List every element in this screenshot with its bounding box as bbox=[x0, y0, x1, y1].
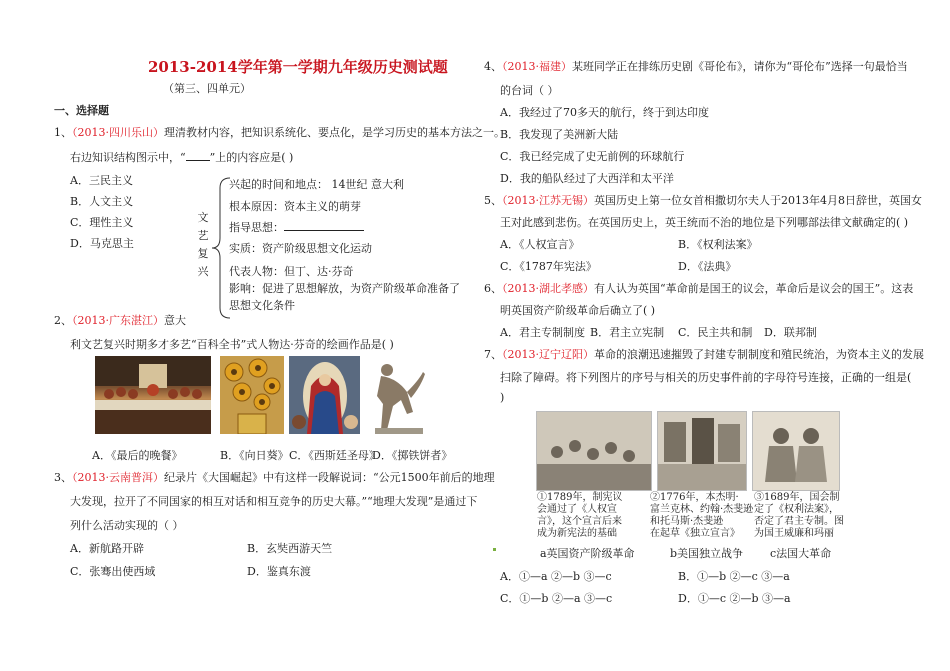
q7-caption-1-line-3: 言》，这个宣言后来 bbox=[537, 516, 622, 527]
diagram-line-2: 根本原因：资本主义的萌芽 bbox=[229, 200, 361, 213]
q7-source: （2013·辽宁辽阳） bbox=[502, 348, 594, 361]
q7-option-d[interactable]: D．①—c ②—b ③—a bbox=[678, 592, 791, 605]
q7-caption-1 bbox=[537, 492, 622, 540]
diagram-line-5: 代表人物：但丁、达·芬奇 bbox=[229, 265, 354, 278]
q4-option-d[interactable]: D．我的船队经过了大西洋和太平洋 bbox=[500, 172, 674, 185]
q7-event-a: a英国资产阶级革命 bbox=[540, 547, 635, 560]
q4-option-c[interactable]: C．我已经完成了史无前例的环球航行 bbox=[500, 150, 685, 163]
last-supper-figures bbox=[95, 356, 211, 434]
q7-text1: 革命的浪潮迅速摧毁了封建专制制度和殖民统治，为资本主义的发展 bbox=[594, 348, 924, 361]
q7-option-b[interactable]: B．①—b ②—c ③—a bbox=[678, 570, 790, 583]
diagram-blank-line bbox=[284, 220, 364, 231]
q1-option-c[interactable]: C．理性主义 bbox=[70, 216, 134, 229]
section-heading: 一、选择题 bbox=[54, 104, 109, 117]
sistine-madonna-image bbox=[289, 356, 360, 434]
q3-option-d[interactable]: D．鉴真东渡 bbox=[247, 565, 311, 578]
q7-caption-3-line-1: ③1689年，国会制 bbox=[754, 492, 840, 503]
q1-blank bbox=[186, 150, 210, 161]
q7-caption-2-line-4: 在起草《独立宣言》 bbox=[650, 528, 740, 539]
q7-caption-1-line-1: ①1789年，制宪议 bbox=[537, 492, 623, 503]
q2-line2: 利文艺复兴时期多才多艺“百科全书”式人物达·芬奇的绘画作品是( ) bbox=[70, 338, 394, 351]
q7-caption-3-line-4: 为国王威廉和玛丽 bbox=[754, 528, 834, 539]
q2-source: （2013·广东湛江） bbox=[72, 314, 164, 327]
q6-source: （2013·湖北孝感） bbox=[502, 282, 594, 295]
q3-line3: 列什么活动实现的（ ） bbox=[70, 519, 184, 532]
q6-text1: 有人认为英国“革命前是国王的议会，革命后是议会的国王”。这表 bbox=[594, 282, 914, 295]
q6-option-c[interactable]: C．民主共和制 bbox=[678, 326, 753, 339]
q5-option-a[interactable]: A．《人权宣言》 bbox=[500, 238, 580, 251]
diagram-char-2: 艺 bbox=[197, 229, 209, 242]
q7-picture-3 bbox=[752, 411, 840, 491]
q4-number: 4、 bbox=[484, 60, 502, 73]
q7-line1 bbox=[484, 346, 924, 362]
q1-option-b[interactable]: B．人文主义 bbox=[70, 195, 134, 208]
q1-text1: 理清教材内容，把知识系统化、要点化，是学习历史的基本方法之一。 bbox=[164, 126, 505, 139]
q1-number: 1、 bbox=[54, 126, 72, 139]
q7-caption-2-line-1: ②1776年，本杰明· bbox=[650, 492, 739, 503]
diagram-char-4: 兴 bbox=[197, 265, 209, 278]
q3-option-b[interactable]: B．玄奘西游天竺 bbox=[247, 542, 333, 555]
q7-picture-2 bbox=[657, 411, 747, 491]
diagram-line-3 bbox=[229, 219, 364, 235]
q7-caption-1-line-4: 成为新宪法的基础 bbox=[537, 528, 617, 539]
q2-option-a[interactable]: A．《最后的晚餐》 bbox=[92, 449, 183, 462]
q7-caption-3-line-3: 否定了君主专制。图 bbox=[754, 516, 844, 527]
diagram-line-6: 影响：促进了思想解放，为资产阶级革命准备了 bbox=[229, 282, 460, 295]
q6-number: 6、 bbox=[484, 282, 502, 295]
discobolus-image bbox=[367, 356, 429, 434]
q4-line1 bbox=[484, 58, 908, 74]
q4-line2: 的台词（ ） bbox=[500, 84, 559, 97]
q6-option-b[interactable]: B．君主立宪制 bbox=[590, 326, 665, 339]
q1-line1 bbox=[54, 124, 505, 140]
q3-line1 bbox=[54, 469, 495, 485]
q2-number: 2、 bbox=[54, 314, 72, 327]
q1-option-d[interactable]: D．马克思主 bbox=[70, 237, 134, 250]
diagram-char-1: 文 bbox=[197, 211, 209, 224]
green-dot-mark bbox=[493, 548, 496, 551]
q7-picture-1-shapes bbox=[537, 412, 651, 490]
q7-caption-2-line-3: 和托马斯·杰斐逊 bbox=[650, 516, 724, 527]
q3-option-c[interactable]: C．张骞出使西域 bbox=[70, 565, 156, 578]
q5-option-b[interactable]: B．《权利法案》 bbox=[678, 238, 758, 251]
q7-picture-1 bbox=[536, 411, 652, 491]
q5-line1 bbox=[484, 192, 922, 208]
q4-source: （2013·福建） bbox=[502, 60, 572, 73]
sunflowers-image bbox=[220, 356, 284, 434]
page-subtitle: （第三、四单元） bbox=[163, 82, 251, 95]
diagram-char-3: 复 bbox=[197, 247, 209, 260]
diagram-vertical-label bbox=[196, 209, 210, 281]
q2-option-d[interactable]: D．《掷铁饼者》 bbox=[372, 449, 453, 462]
q2-text0: 意大 bbox=[164, 314, 186, 327]
q7-picture-3-shapes bbox=[753, 412, 839, 490]
q1-line2 bbox=[70, 149, 293, 165]
q7-event-c: c法国大革命 bbox=[770, 547, 832, 560]
q3-source: （2013·云南普洱） bbox=[72, 471, 164, 484]
q7-option-a[interactable]: A．①—a ②—b ③—c bbox=[500, 570, 612, 583]
q7-line2: 扫除了障碍。将下列图片的序号与相关的历史事件前的字母符号连接，正确的一组是( bbox=[500, 371, 912, 384]
q1-text2b: ”上的内容应是( ) bbox=[209, 151, 294, 164]
q4-text1: 某班同学正在排练历史剧《哥伦布》，请你为“哥伦布”选择一句最恰当 bbox=[572, 60, 908, 73]
q5-option-d[interactable]: D．《法典》 bbox=[678, 260, 737, 273]
q5-line2: 王对此感到悲伤。在英国历史上，英王统而不治的地位是下列哪部法律文献确定的( ) bbox=[500, 216, 909, 229]
q5-text1: 英国历史上第一位女首相撒切尔夫人于2013年4月8日辞世，英国女 bbox=[594, 194, 922, 207]
q6-line1 bbox=[484, 280, 913, 296]
q2-line1 bbox=[54, 312, 186, 328]
diagram-line-1: 兴起的时间和地点： 14世纪 意大利 bbox=[229, 178, 404, 191]
q1-source: （2013·四川乐山） bbox=[72, 126, 164, 139]
q5-source: （2013·江苏无锡） bbox=[502, 194, 594, 207]
sunflowers-shapes bbox=[220, 356, 284, 434]
q1-text2: 右边知识结构图示中，“ bbox=[70, 151, 186, 164]
q7-event-b: b美国独立战争 bbox=[670, 547, 744, 560]
diagram-line-4: 实质：资产阶级思想文化运动 bbox=[229, 242, 372, 255]
q3-option-a[interactable]: A．新航路开辟 bbox=[70, 542, 144, 555]
q1-option-a[interactable]: A．三民主义 bbox=[70, 174, 133, 187]
q6-option-d[interactable]: D．联邦制 bbox=[764, 326, 817, 339]
q3-line2: 大发现，拉开了不同国家的相互对话和相互竞争的历史大幕。”“地理大发现”是通过下 bbox=[70, 495, 478, 508]
discobolus-shapes bbox=[367, 356, 429, 434]
q2-option-c[interactable]: C．《西斯廷圣母》 bbox=[289, 449, 380, 462]
q5-option-c[interactable]: C．《1787年宪法》 bbox=[500, 260, 597, 273]
q4-option-a[interactable]: A．我经过了70多天的航行，终于到达印度 bbox=[500, 106, 709, 119]
q3-text1: 纪录片《大国崛起》中有这样一段解说词：“公元1500年前后的地理 bbox=[164, 471, 495, 484]
q7-caption-3 bbox=[754, 492, 844, 540]
diagram-guiding-label: 指导思想： bbox=[229, 221, 284, 234]
sistine-madonna-shapes bbox=[289, 356, 360, 434]
q7-caption-2-line-2: 富兰克林、约翰·杰斐逊 bbox=[650, 504, 754, 515]
q7-caption-3-line-2: 定了《权利法案》， bbox=[754, 504, 839, 515]
q7-caption-2 bbox=[650, 492, 753, 540]
q2-option-b[interactable]: B．《向日葵》 bbox=[220, 449, 289, 462]
page-title: 2013-2014学年第一学期九年级历史测试题 bbox=[148, 58, 448, 76]
q3-number: 3、 bbox=[54, 471, 72, 484]
q7-option-c[interactable]: C．①—b ②—a ③—c bbox=[500, 592, 613, 605]
q5-number: 5、 bbox=[484, 194, 502, 207]
q7-caption-1-line-2: 会通过了《人权宣 bbox=[537, 504, 617, 515]
last-supper-image bbox=[95, 356, 211, 434]
q6-line2: 明英国资产阶级革命后确立了( ) bbox=[500, 304, 656, 317]
q7-number: 7、 bbox=[484, 348, 502, 361]
q7-picture-2-shapes bbox=[658, 412, 746, 490]
q4-option-b[interactable]: B．我发现了美洲新大陆 bbox=[500, 128, 619, 141]
diagram-line-7: 思想文化条件 bbox=[229, 299, 295, 312]
q7-line3: ) bbox=[500, 391, 505, 404]
q6-option-a[interactable]: A．君主专制制度 bbox=[500, 326, 585, 339]
